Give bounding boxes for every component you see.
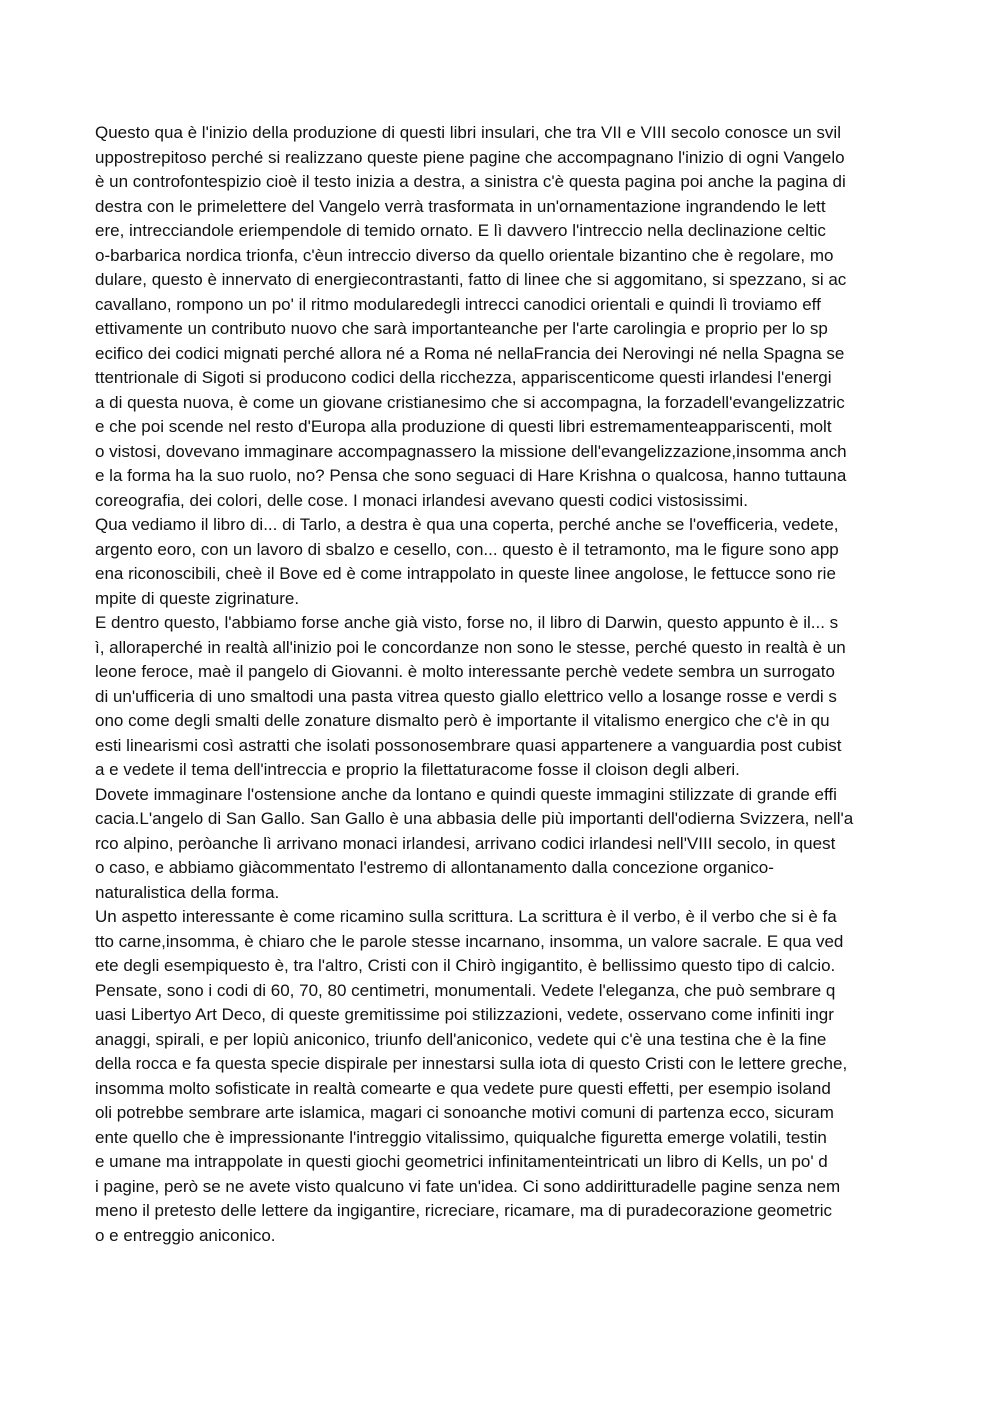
text-line: oli potrebbe sembrare arte islamica, magari ci sonoanche motivi comuni di partenza ecco, sicuram: [95, 1103, 834, 1122]
text-line: dulare, questo è innervato di energiecontrastanti, fatto di linee che si aggomitano, si spezzano, si ac: [95, 270, 847, 289]
text-line: Questo qua è l'inizio della produzione di questi libri insulari, che tra VII e VIII secolo conosce un svil: [95, 123, 841, 142]
text-line: Qua vediamo il libro di... di Tarlo, a destra è qua una coperta, perché anche se l'ovefficeria, vedete,: [95, 515, 839, 534]
text-line: Pensate, sono i codi di 60, 70, 80 centimetri, monumentali. Vedete l'eleganza, che può sembrare q: [95, 980, 836, 1000]
text-line: a di questa nuova, è come un giovane cristianesimo che si accompagna, la forzadell'evangelizzatric: [95, 392, 845, 412]
text-line: ì, alloraperché in realtà all'inizio poi le concordanze non sono le stesse, perché questo in realtà è un: [95, 637, 846, 657]
text-line: ente quello che è impressionante l'intreggio vitalissimo, quiqualche figuretta emerge volatili, testin: [95, 1127, 827, 1147]
text-line: E dentro questo, l'abbiamo forse anche già visto, forse no, il libro di Darwin, questo appunto è il... s: [95, 613, 839, 632]
text-line: leone feroce, maè il pangelo di Giovanni. è molto interessante perchè vedete sembra un surrogato: [95, 662, 835, 681]
text-line: Un aspetto interessante è come ricamino sulla scrittura. La scrittura è il verbo, è il verbo che si è fa: [95, 907, 837, 926]
text-line: i pagine, però se ne avete visto qualcuno vi fate un'idea. Ci sono addiritturadelle pagine senza nem: [95, 1176, 841, 1196]
text-line: mpite di queste zigrinature.: [95, 588, 300, 608]
text-line: o vistosi, dovevano immaginare accompagnassero la missione dell'evangelizzazione,insomma anch: [95, 441, 847, 461]
text-line: destra con le primelettere del Vangelo verrà trasformata in un'ornamentazione ingrandendo le lett: [95, 196, 826, 216]
text-line: e umane ma intrappolate in questi giochi geometrici infinitamenteintricati un libro di Kells, un po' d: [95, 1152, 828, 1171]
text-line: esti linearismi così astratti che isolati possonosembrare quasi appartenere a vanguardia post cubist: [95, 735, 842, 755]
text-line: Dovete immaginare l'ostensione anche da lontano e quindi queste immagini stilizzate di grande effi: [95, 784, 837, 804]
text-line: e che poi scende nel resto d'Europa alla produzione di questi libri estremamenteappariscenti, molt: [95, 417, 832, 436]
text-line: insomma molto sofisticate in realtà comearte e qua vedete pure questi effetti, per esempio isoland: [95, 1078, 831, 1098]
text-line: naturalistica della forma.: [95, 882, 280, 902]
text-line: ena riconoscibili, cheè il Bove ed è come intrappolato in queste linee angolose, le fettucce sono rie: [95, 564, 836, 583]
text-line: di un'ufficeria di uno smaltodi una pasta vitrea questo giallo elettrico vello a losange rosse e verdi s: [95, 686, 837, 706]
text-line: argento eoro, con un lavoro di sbalzo e cesello, con... questo è il tetramonto, ma le figure sono app: [95, 539, 839, 559]
text-line: è un controfontespizio cioè il testo inizia a destra, a sinistra c'è questa pagina poi anche la pagina di: [95, 172, 846, 191]
text-line: e la forma ha la suo ruolo, no? Pensa che sono seguaci di Hare Krishna o qualcosa, hanno tuttauna: [95, 466, 847, 485]
text-line: cacia.L'angelo di San Gallo. San Gallo è una abbasia delle più importanti dell'odierna Svizzera, nell'a: [95, 809, 854, 828]
text-line: o e entreggio aniconico.: [95, 1225, 276, 1245]
text-line: anaggi, spirali, e per lopiù aniconico, triunfo dell'aniconico, vedete qui c'è una testina che è la fine: [95, 1029, 827, 1049]
text-line: coreografia, dei colori, delle cose. I monaci irlandesi avevano questi codici vistosissimi.: [95, 490, 748, 510]
text-line: ono come degli smalti delle zonature dismalto però è importante il vitalismo energico che c'è in qu: [95, 711, 830, 730]
document-body-text: [95, 121, 915, 1248]
text-line: meno il pretesto delle lettere da ingigantire, ricreciare, ricamare, ma di puradecorazione geometric: [95, 1201, 833, 1220]
text-line: o-barbarica nordica trionfa, c'èun intreccio diverso da quello orientale bizantino che è regolare, mo: [95, 245, 834, 265]
text-line: uasi Libertyo Art Deco, di queste gremitissime poi stilizzazioni, vedete, osservano come infiniti ingr: [95, 1005, 834, 1024]
text-line: rco alpino, peròanche lì arrivano monaci irlandesi, arrivano codici irlandesi nell'VIII secolo, in quest: [95, 833, 836, 853]
text-line: o caso, e abbiamo giàcommentato l'estremo di allontanamento dalla concezione organico-: [95, 858, 774, 877]
text-line: ettivamente un contributo nuovo che sarà importanteanche per l'arte carolingia e proprio per lo sp: [95, 319, 828, 338]
text-line: ecifico dei codici mignati perché allora né a Roma né nellaFrancia dei Nerovingi né nella Spagna se: [95, 343, 845, 363]
text-line: ere, intrecciandole eriempendole di temido ornato. E lì davvero l'intreccio nella declinazione celtic: [95, 221, 826, 240]
text-line: a e vedete il tema dell'intreccia e proprio la filettaturacome fosse il cloison degli alberi.: [95, 760, 740, 779]
text-line: uppostrepitoso perché si realizzano queste piene pagine che accompagnano l'inizio di ogni Vangelo: [95, 147, 845, 167]
text-line: tto carne,insomma, è chiaro che le parole stesse incarnano, insomma, un valore sacrale. E qua ved: [95, 931, 844, 951]
text-line: ttentrionale di Sigoti si producono codici della ricchezza, appariscenticome questi irlandesi l'energi: [95, 368, 832, 387]
text-line: della rocca e fa questa specie dispirale per innestarsi sulla iota di questo Cristi con le lettere greche,: [95, 1054, 848, 1073]
text-line: cavallano, rompono un po' il ritmo modularedegli intrecci canodici orientali e quindi lì troviamo eff: [95, 294, 821, 314]
text-line: ete degli esempiquesto è, tra l'altro, Cristi con il Chirò ingigantito, è bellissimo questo tipo di calcio.: [95, 956, 836, 975]
